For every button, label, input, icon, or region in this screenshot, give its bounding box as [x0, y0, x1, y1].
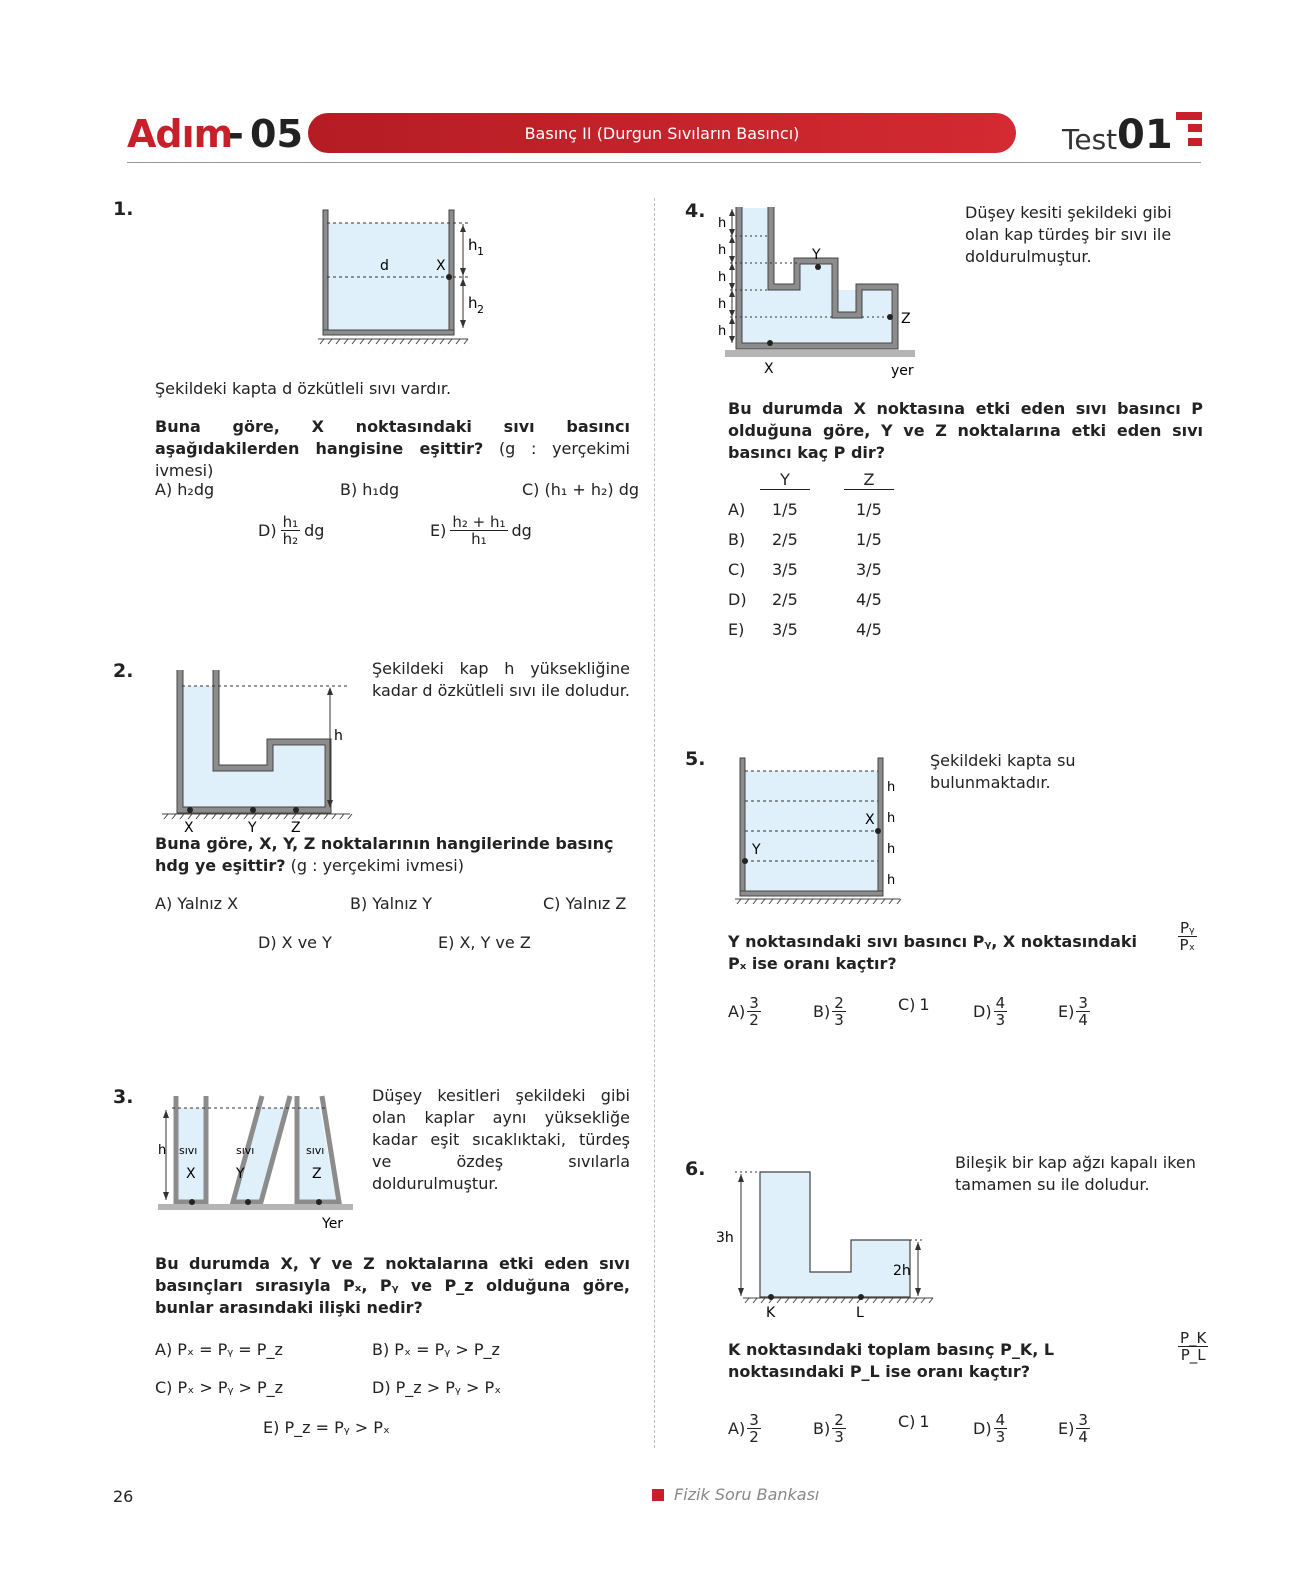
2h-label: 2h	[893, 1263, 911, 1279]
q4-figure	[718, 205, 940, 385]
question-number: 3.	[113, 1086, 134, 1108]
q1-figure	[318, 208, 498, 343]
fraction	[281, 514, 301, 547]
option-label: B)	[728, 530, 746, 549]
question-number: 6.	[685, 1158, 706, 1180]
option-value-y: 3/5	[772, 620, 798, 639]
question-number: 1.	[113, 198, 134, 220]
fraction-den: P_L	[1180, 1346, 1206, 1364]
q4-intro: Düşey kesiti şekildeki gibi olan kap türdeş bir sıvı ile doldurulmuştur.	[965, 203, 1172, 266]
q5-ratio-fraction	[1178, 920, 1197, 953]
q1-option-b[interactable]: B) h₁dg	[340, 480, 400, 499]
fraction	[832, 995, 846, 1028]
brand-logo-adim: Adım	[127, 112, 233, 156]
point-y-label: Y	[752, 842, 761, 858]
q6-option-d[interactable]	[973, 1412, 1007, 1445]
q6-ratio-fraction	[1178, 1330, 1208, 1363]
liquid-label-x: sıvı	[179, 1144, 198, 1157]
option-value-z: 4/5	[856, 590, 882, 609]
fraction-den: h₁	[471, 530, 487, 548]
option-label: A)	[728, 500, 746, 519]
option-value-y: 2/5	[772, 530, 798, 549]
point-y-label: Y	[236, 1166, 245, 1182]
point-z-label: Z	[901, 311, 911, 327]
h-label-3: h	[887, 842, 896, 857]
q5-intro: Şekildeki kapta su bulunmaktadır.	[930, 751, 1076, 792]
point-x-label: X	[764, 361, 774, 377]
test-number: 01	[1117, 112, 1173, 158]
q3-question: Bu durumda X, Y ve Z noktalarına etki eden sıvı basınçları sırasıyla Pₓ, Pᵧ ve P_z olduğuna göre, bunlar arasındaki ilişki nedir?	[155, 1254, 630, 1317]
option-label: D)	[973, 1419, 992, 1438]
h-label: h	[158, 1143, 167, 1158]
point-l-label: L	[856, 1305, 864, 1321]
fraction-den: 4	[1078, 1011, 1088, 1029]
h-label-1: h	[718, 216, 727, 231]
ground-label: Yer	[322, 1216, 344, 1232]
point-z-label: Z	[291, 820, 301, 836]
q2-question	[155, 833, 630, 877]
q6-question: K noktasındaki toplam basınç P_K, L noktasındaki P_L ise oranı kaçtır?	[728, 1340, 1055, 1381]
q3-option-d[interactable]: D) P_z > Pᵧ > Pₓ	[372, 1378, 502, 1397]
fraction	[747, 1412, 761, 1445]
fraction-num: Pᵧ	[1180, 919, 1195, 937]
q6-option-e[interactable]	[1058, 1412, 1090, 1445]
fraction-num: h₂ + h₁	[452, 513, 506, 531]
h-label-4: h	[718, 297, 727, 312]
point-x-label: X	[865, 812, 875, 828]
point-x-label: X	[436, 258, 446, 274]
q4-option-row[interactable]	[728, 500, 928, 530]
q6-option-b[interactable]	[813, 1412, 846, 1445]
option-value-z: 3/5	[856, 560, 882, 579]
fraction-den: 3	[995, 1428, 1006, 1446]
fraction	[832, 1412, 846, 1445]
q2-option-a[interactable]: A) Yalnız X	[155, 894, 239, 913]
h2-label: h	[468, 294, 478, 312]
q5-option-a[interactable]	[728, 995, 761, 1028]
q2-option-b[interactable]: B) Yalnız Y	[350, 894, 432, 913]
fraction-num: 3	[1078, 994, 1088, 1012]
column-header-z: Z	[844, 470, 894, 490]
option-label: E)	[1058, 1419, 1075, 1438]
q5-option-c[interactable]	[898, 995, 930, 1014]
q3-option-a[interactable]: A) Pₓ = Pᵧ = P_z	[155, 1340, 283, 1359]
q2-option-e[interactable]: E) X, Y ve Z	[438, 933, 531, 952]
option-label: C)	[898, 1412, 916, 1431]
question-number: 5.	[685, 748, 706, 770]
liquid-label-y: sıvı	[236, 1144, 255, 1157]
fraction	[994, 995, 1008, 1028]
point-x-label: X	[186, 1166, 196, 1182]
brand-mark-icon	[1176, 112, 1202, 152]
q5-option-e[interactable]	[1058, 995, 1090, 1028]
h-label-2: h	[718, 243, 727, 258]
point-z-label: Z	[312, 1166, 322, 1182]
q3-option-e[interactable]: E) P_z = Pᵧ > Pₓ	[263, 1418, 390, 1437]
fraction-num: 3	[749, 994, 759, 1012]
option-label: D)	[728, 590, 747, 609]
q1-option-a[interactable]: A) h₂dg	[155, 480, 215, 499]
ground-label: yer	[891, 363, 914, 379]
option-value-y: 1/5	[772, 500, 798, 519]
q2-intro: Şekildeki kap h yüksekliğine kadar d özkütleli sıvı ile doludur.	[372, 659, 630, 700]
option-label: C)	[898, 995, 916, 1014]
option-tail: dg	[511, 521, 532, 540]
page-number: 26	[113, 1487, 134, 1506]
question-number: 4.	[685, 200, 706, 222]
fraction-num: 3	[1078, 1411, 1088, 1429]
option-label: E)	[1058, 1002, 1075, 1021]
q1-intro: Şekildeki kapta d özkütleli sıvı vardır.	[155, 379, 452, 398]
option-label: D)	[258, 521, 277, 540]
q1-question	[155, 416, 630, 482]
chapter-banner	[308, 113, 1016, 153]
q4-question: Bu durumda X noktasına etki eden sıvı basıncı P olduğuna göre, Y ve Z noktalarına etki eden sıvı basıncı kaç P dir?	[728, 399, 1203, 462]
fraction-num: 2	[834, 1411, 844, 1429]
q1-option-d[interactable]	[258, 514, 324, 547]
fraction-den: 3	[995, 1011, 1006, 1029]
q1-question-text: Buna göre, X noktasındaki sıvı basıncı aşağıdakilerden hangisine eşittir?	[155, 417, 630, 458]
q2-note: (g : yerçekimi ivmesi)	[285, 856, 464, 875]
option-label: B)	[813, 1419, 831, 1438]
option-label: A)	[728, 1419, 746, 1438]
q5-option-d[interactable]	[973, 995, 1007, 1028]
h-label-5: h	[718, 324, 727, 339]
q4-option-row[interactable]	[728, 590, 928, 620]
h-label-4: h	[887, 873, 896, 888]
point-k-label: K	[766, 1305, 776, 1321]
option-label: E)	[728, 620, 745, 639]
q6-option-c[interactable]	[898, 1412, 930, 1431]
fraction-den: 3	[834, 1428, 844, 1446]
test-label: Test	[1062, 123, 1118, 156]
h-label: h	[334, 728, 343, 744]
q4-option-row[interactable]	[728, 620, 928, 650]
fraction-den: 4	[1078, 1428, 1088, 1446]
q5-option-b[interactable]	[813, 995, 846, 1028]
q3-option-c[interactable]: C) Pₓ > Pᵧ > P_z	[155, 1378, 284, 1397]
q3-intro: Düşey kesitleri şekildeki gibi olan kaplar aynı yüksekliğe kadar eşit sıcaklıktaki, türdeş ve özdeş sıvılarla doldurulmuştur.	[372, 1086, 630, 1193]
column-divider	[654, 198, 655, 1448]
option-value: 1	[919, 995, 930, 1014]
option-value-z: 4/5	[856, 620, 882, 639]
fraction-den: 2	[749, 1011, 759, 1029]
density-label: d	[380, 258, 389, 274]
q4-option-row[interactable]	[728, 560, 928, 590]
h1-subscript: 1	[477, 245, 484, 258]
q2-question-text: Buna göre, X, Y, Z noktalarının hangilerinde basınç hdg ye eşittir?	[155, 834, 614, 875]
fraction	[450, 514, 507, 547]
liquid-label-z: sıvı	[306, 1144, 325, 1157]
fraction-den: 3	[834, 1011, 844, 1029]
option-label: B)	[813, 1002, 831, 1021]
fraction-num: 4	[995, 994, 1006, 1012]
fraction-num: P_K	[1180, 1329, 1207, 1347]
fraction	[1076, 1412, 1090, 1445]
h-label-1: h	[887, 780, 896, 795]
fraction	[994, 1412, 1008, 1445]
option-value: 1	[919, 1412, 930, 1431]
option-value-y: 2/5	[772, 590, 798, 609]
q6-intro: Bileşik bir kap ağzı kapalı iken tamamen su ile doludur.	[955, 1153, 1196, 1194]
fraction-den: 2	[749, 1428, 759, 1446]
q4-answer-table	[728, 470, 928, 650]
option-label: C)	[728, 560, 746, 579]
q3-option-b[interactable]: B) Pₓ = Pᵧ > P_z	[372, 1340, 500, 1359]
option-label: A)	[728, 1002, 746, 1021]
q5-figure	[735, 756, 915, 906]
fraction	[1076, 995, 1090, 1028]
point-y-label: Y	[248, 820, 257, 836]
option-tail: dg	[304, 521, 325, 540]
q4-option-row[interactable]	[728, 530, 928, 560]
h-label-3: h	[718, 270, 727, 285]
q2-option-d[interactable]: D) X ve Y	[258, 933, 332, 952]
header-rule	[127, 162, 1201, 163]
fraction-num: 3	[749, 1411, 759, 1429]
question-number: 2.	[113, 660, 134, 682]
fraction-num: 2	[834, 994, 844, 1012]
q3-figure	[158, 1094, 368, 1232]
h2-subscript: 2	[477, 303, 484, 316]
q5-question: Y noktasındaki sıvı basıncı Pᵧ, X noktasındaki Pₓ ise oranı kaçtır?	[728, 932, 1138, 973]
q6-option-a[interactable]	[728, 1412, 761, 1445]
q1-note: (g : yerçekimi ivmesi)	[155, 439, 631, 480]
q1-option-c[interactable]: C) (h₁ + h₂) dg	[522, 480, 640, 499]
q5-options	[728, 995, 1148, 1045]
q6-options	[728, 1412, 1148, 1462]
fraction-num: 4	[995, 1411, 1006, 1429]
point-y-label: Y	[812, 247, 821, 263]
chapter-title: Basınç II (Durgun Sıvıların Basıncı)	[524, 123, 800, 143]
column-header-y: Y	[760, 470, 810, 490]
fraction	[747, 995, 761, 1028]
option-value-y: 3/5	[772, 560, 798, 579]
q2-figure	[162, 668, 362, 836]
fraction-den: h₂	[282, 530, 299, 548]
footer-square-icon	[652, 1489, 664, 1501]
option-value-z: 1/5	[856, 500, 882, 519]
option-label: E)	[430, 521, 447, 540]
fraction-num: h₁	[282, 513, 299, 531]
brand-dash: -	[228, 112, 244, 156]
3h-label: 3h	[716, 1230, 734, 1246]
option-value-z: 1/5	[856, 530, 882, 549]
point-x-label: X	[184, 820, 194, 836]
option-label: D)	[973, 1002, 992, 1021]
h-label-2: h	[887, 811, 896, 826]
h1-label: h	[468, 236, 478, 254]
q1-option-e[interactable]	[430, 514, 532, 547]
q2-option-c[interactable]: C) Yalnız Z	[543, 894, 627, 913]
fraction-den: Pₓ	[1179, 936, 1196, 954]
brand-number: 05	[250, 112, 303, 156]
q6-figure	[716, 1160, 943, 1321]
footer-book-title: Fizik Soru Bankası	[674, 1485, 820, 1504]
